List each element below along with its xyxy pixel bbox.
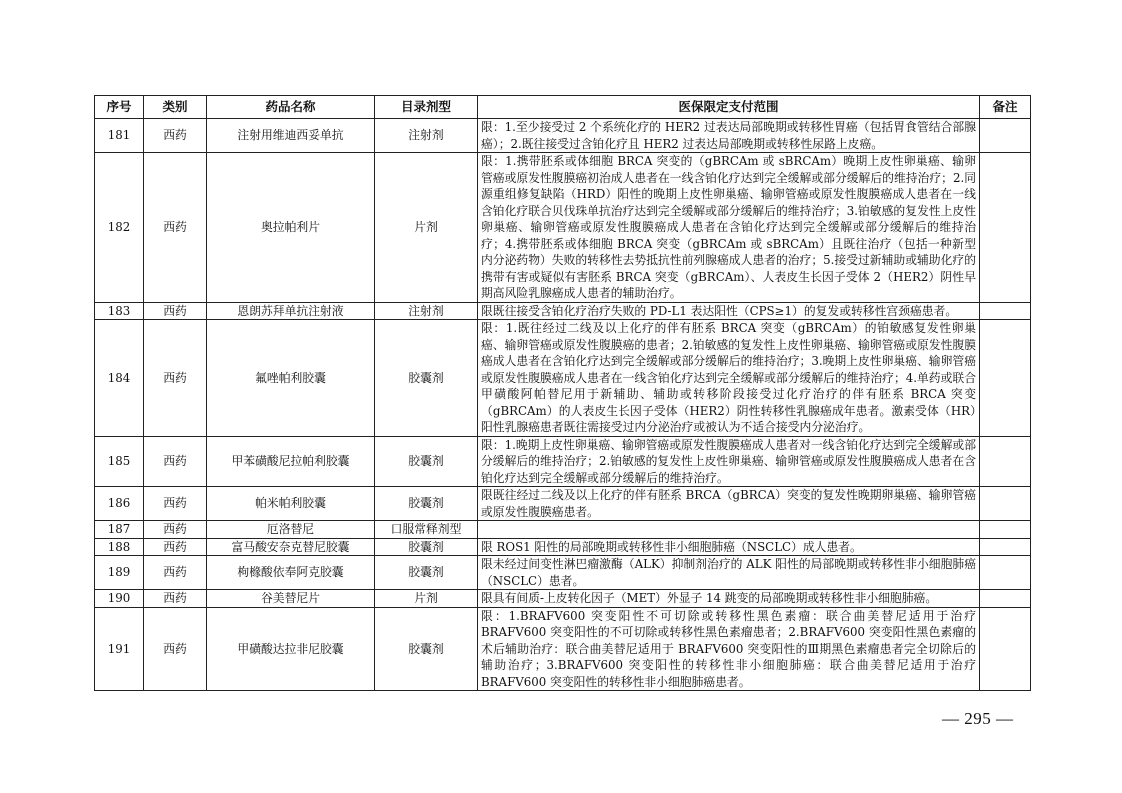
cell-dosage-form: 注射剂 xyxy=(375,302,478,320)
header-seq: 序号 xyxy=(95,96,144,119)
table-row xyxy=(95,538,1031,556)
cell-dosage-form: 胶囊剂 xyxy=(375,436,478,487)
cell-drug-name: 甲磺酸达拉非尼胶囊 xyxy=(207,607,375,691)
cell-category: 西药 xyxy=(144,320,207,437)
cell-payment-scope: 限既往经过二线及以上化疗的伴有胚系 BRCA（gBRCA）突变的复发性晚期卵巢癌、输卵管癌或原发性腹膜癌患者。 xyxy=(478,487,980,521)
cell-seq: 185 xyxy=(95,436,144,487)
cell-drug-name: 枸橼酸依奉阿克胶囊 xyxy=(207,556,375,590)
cell-remark xyxy=(980,487,1031,521)
cell-dosage-form: 注射剂 xyxy=(375,119,478,153)
cell-dosage-form: 胶囊剂 xyxy=(375,556,478,590)
cell-seq: 184 xyxy=(95,320,144,437)
cell-category: 西药 xyxy=(144,590,207,608)
cell-seq: 187 xyxy=(95,521,144,539)
table-row xyxy=(95,119,1031,153)
cell-seq: 186 xyxy=(95,487,144,521)
cell-remark xyxy=(980,556,1031,590)
cell-remark xyxy=(980,521,1031,539)
cell-payment-scope: 限 ROS1 阳性的局部晚期或转移性非小细胞肺癌（NSCLC）成人患者。 xyxy=(478,538,980,556)
header-payment-scope: 医保限定支付范围 xyxy=(478,96,980,119)
header-remark: 备注 xyxy=(980,96,1031,119)
cell-category: 西药 xyxy=(144,487,207,521)
header-category: 类别 xyxy=(144,96,207,119)
cell-category: 西药 xyxy=(144,556,207,590)
table-row xyxy=(95,590,1031,608)
cell-category: 西药 xyxy=(144,607,207,691)
cell-payment-scope: 限既往接受含铂化疗治疗失败的 PD-L1 表达阳性（CPS≥1）的复发或转移性宫颈癌患者。 xyxy=(478,302,980,320)
table-row xyxy=(95,320,1031,437)
cell-payment-scope xyxy=(478,521,980,539)
drug-list-table xyxy=(94,95,1031,691)
cell-dosage-form: 胶囊剂 xyxy=(375,320,478,437)
cell-category: 西药 xyxy=(144,436,207,487)
table-row xyxy=(95,487,1031,521)
cell-payment-scope: 限具有间质-上皮转化因子（MET）外显子 14 跳变的局部晚期或转移性非小细胞肺癌。 xyxy=(478,590,980,608)
header-drug-name: 药品名称 xyxy=(207,96,375,119)
cell-seq: 181 xyxy=(95,119,144,153)
cell-payment-scope: 限未经过间变性淋巴瘤激酶（ALK）抑制剂治疗的 ALK 阳性的局部晚期或转移性非小细胞肺癌（NSCLC）患者。 xyxy=(478,556,980,590)
cell-dosage-form: 胶囊剂 xyxy=(375,538,478,556)
cell-drug-name: 谷美替尼片 xyxy=(207,590,375,608)
cell-remark xyxy=(980,153,1031,303)
cell-drug-name: 甲苯磺酸尼拉帕利胶囊 xyxy=(207,436,375,487)
table-row xyxy=(95,153,1031,303)
cell-drug-name: 注射用维迪西妥单抗 xyxy=(207,119,375,153)
cell-drug-name: 帕米帕利胶囊 xyxy=(207,487,375,521)
cell-drug-name: 氟唑帕利胶囊 xyxy=(207,320,375,437)
cell-drug-name: 奥拉帕利片 xyxy=(207,153,375,303)
cell-payment-scope: 限：1.至少接受过 2 个系统化疗的 HER2 过表达局部晚期或转移性胃癌（包括胃食管结合部腺癌）；2.既往接受过含铂化疗且 HER2 过表达局部晚期或转移性尿路上皮癌。 xyxy=(478,119,980,153)
cell-dosage-form: 片剂 xyxy=(375,590,478,608)
cell-category: 西药 xyxy=(144,302,207,320)
cell-dosage-form: 口服常释剂型 xyxy=(375,521,478,539)
cell-payment-scope: 限：1.BRAFV600 突变阳性不可切除或转移性黑色素瘤：联合曲美替尼适用于治疗 BRAFV600 突变阳性的不可切除或转移性黑色素瘤患者；2.BRAFV600 突变阳性黑色素瘤的术后辅助治疗：联合曲美替尼适用于 BRAFV600 突变阳性的Ⅲ期黑色素瘤患者完全切除后的辅助治疗；3.BRAFV600 突变阳性的转移性非小细胞肺癌：联合曲美替尼适用于治疗 BRAFV600 突变阳性的转移性非小细胞肺癌患者。 xyxy=(478,607,980,691)
cell-remark xyxy=(980,320,1031,437)
cell-category: 西药 xyxy=(144,153,207,303)
cell-drug-name: 富马酸安奈克替尼胶囊 xyxy=(207,538,375,556)
table-row xyxy=(95,436,1031,487)
cell-payment-scope: 限：1.既往经过二线及以上化疗的伴有胚系 BRCA 突变（gBRCAm）的铂敏感复发性卵巢癌、输卵管癌或原发性腹膜癌的患者；2.铂敏感的复发性上皮性卵巢癌、输卵管癌或原发性腹膜癌成人患者在含铂化疗达到完全缓解或部分缓解后的维持治疗；3.晚期上皮性卵巢癌、输卵管癌或原发性腹膜癌成人患者在一线含铂化疗达到完全缓解或部分缓解后的维持治疗；4.单药或联合甲磺酸阿帕替尼用于新辅助、辅助或转移阶段接受过化疗治疗的伴有胚系 BRCA 突变（gBRCAm）的人表皮生长因子受体（HER2）阴性转移性乳腺癌成年患者。激素受体（HR）阳性乳腺癌患者既往需接受过内分泌治疗或被认为不适合接受内分泌治疗。 xyxy=(478,320,980,437)
cell-remark xyxy=(980,538,1031,556)
cell-category: 西药 xyxy=(144,521,207,539)
page-number: — 295 — xyxy=(942,709,1014,728)
cell-dosage-form: 胶囊剂 xyxy=(375,607,478,691)
cell-remark xyxy=(980,302,1031,320)
cell-seq: 183 xyxy=(95,302,144,320)
cell-remark xyxy=(980,119,1031,153)
cell-seq: 182 xyxy=(95,153,144,303)
cell-drug-name: 恩朗苏拜单抗注射液 xyxy=(207,302,375,320)
cell-remark xyxy=(980,590,1031,608)
cell-seq: 188 xyxy=(95,538,144,556)
header-dosage-form: 目录剂型 xyxy=(375,96,478,119)
cell-remark xyxy=(980,607,1031,691)
table-row xyxy=(95,521,1031,539)
cell-payment-scope: 限：1.晚期上皮性卵巢癌、输卵管癌或原发性腹膜癌成人患者对一线含铂化疗达到完全缓解或部分缓解后的维持治疗；2.铂敏感的复发性上皮性卵巢癌、输卵管癌或原发性腹膜癌成人患者在含铂化疗达到完全缓解或部分缓解后的维持治疗。 xyxy=(478,436,980,487)
cell-drug-name: 厄洛替尼 xyxy=(207,521,375,539)
table-row xyxy=(95,302,1031,320)
cell-dosage-form: 胶囊剂 xyxy=(375,487,478,521)
table-header-row xyxy=(95,96,1031,119)
cell-remark xyxy=(980,436,1031,487)
cell-seq: 191 xyxy=(95,607,144,691)
table-row xyxy=(95,607,1031,691)
cell-category: 西药 xyxy=(144,119,207,153)
cell-dosage-form: 片剂 xyxy=(375,153,478,303)
table-row xyxy=(95,556,1031,590)
cell-seq: 189 xyxy=(95,556,144,590)
cell-payment-scope: 限：1.携带胚系或体细胞 BRCA 突变的（gBRCAm 或 sBRCAm）晚期上皮性卵巢癌、输卵管癌或原发性腹膜癌初治成人患者在一线含铂化疗达到完全缓解或部分缓解后的维持治疗；2.同源重组修复缺陷（HRD）阳性的晚期上皮性卵巢癌、输卵管癌或原发性腹膜癌成人患者在一线含铂化疗联合贝伐珠单抗治疗达到完全缓解或部分缓解后的维持治疗；3.铂敏感的复发性上皮性卵巢癌、输卵管癌或原发性腹膜癌成人患者在含铂化疗达到完全缓解或部分缓解后的维持治疗；4.携带胚系或体细胞 BRCA 突变（gBRCAm 或 sBRCAm）且既往治疗（包括一种新型内分泌药物）失败的转移性去势抵抗性前列腺癌成人患者的治疗；5.接受过新辅助或辅助化疗的携带有害或疑似有害胚系 BRCA 突变（gBRCAm）、人表皮生长因子受体 2（HER2）阴性早期高风险乳腺癌成人患者的辅助治疗。 xyxy=(478,153,980,303)
cell-seq: 190 xyxy=(95,590,144,608)
cell-category: 西药 xyxy=(144,538,207,556)
